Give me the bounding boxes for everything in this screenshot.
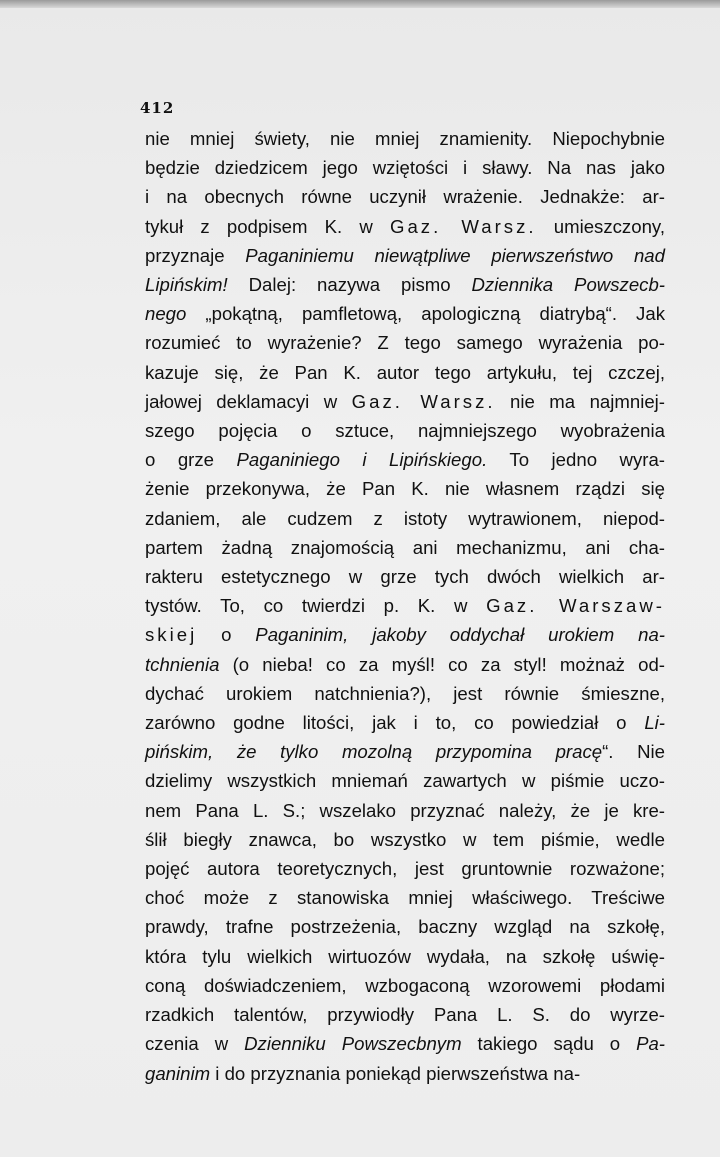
text-segment: dzielimy wszystkich mniemań zawartych w piśmie uczo-	[145, 770, 665, 792]
text-segment: jałowej deklamacyi w	[145, 390, 352, 412]
text-segment: która tylu wielkich wirtuozów wydała, na szkołę uświę-	[145, 945, 665, 967]
text-line	[145, 591, 665, 620]
text-segment: nie ma najmniej-	[495, 390, 666, 412]
text-line	[145, 1000, 665, 1029]
text-line	[145, 533, 665, 562]
text-segment: zarówno godne litości, jak i to, co powiedział o	[145, 712, 645, 734]
text-segment: rozumieć to wyrażenie? Z tego samego wyrażenia po-	[145, 332, 665, 354]
text-segment: tykuł z podpisem K. w	[145, 215, 390, 237]
text-line	[145, 358, 665, 387]
text-line	[145, 124, 665, 153]
text-segment: czenia w	[145, 1033, 245, 1055]
italic-text: Li-	[644, 712, 665, 734]
text-segment: “. Nie	[602, 741, 665, 763]
italic-text: pińskim, że tylko mozolną przypomina pracę	[145, 741, 603, 763]
italic-text: nego	[145, 303, 187, 325]
text-segment: umieszczony,	[536, 215, 665, 237]
text-segment: nem Pana L. S.; wszelako przyznać należy, że je kre-	[145, 799, 665, 821]
text-segment: rzadkich talentów, przywiodły Pana L. S. do wyrze-	[145, 1004, 665, 1026]
text-line	[145, 766, 665, 795]
text-segment: (o nieba! co za myśl! co za styl! możnaż od-	[219, 653, 665, 675]
italic-text: Paganiniemu niewątpliwe pierwszeństwo nad	[245, 244, 665, 266]
text-line	[145, 182, 665, 211]
text-line	[145, 1029, 665, 1058]
text-segment: partem żadną znajomością ani mechanizmu, ani cha-	[145, 536, 665, 558]
text-segment: tystów. To, co twierdzi p. K. w	[145, 595, 487, 617]
text-line	[145, 1059, 665, 1088]
text-segment: pojęć autora teoretycznych, jest gruntownie rozważone;	[145, 858, 665, 880]
text-segment: szego pojęcia o sztuce, najmniejszego wyobrażenia	[145, 420, 665, 442]
text-line	[145, 241, 665, 270]
spaced-text: Gaz. Warszaw-	[486, 595, 665, 617]
spaced-text: Gaz. Warsz.	[351, 390, 496, 412]
text-line	[145, 212, 665, 241]
text-segment: dychać urokiem natchnienia?), jest równie śmieszne,	[145, 682, 665, 704]
italic-text: Dzienniku Powszecbnym	[244, 1033, 462, 1055]
italic-text: tchnienia	[145, 653, 220, 675]
italic-text: Pa-	[636, 1033, 665, 1055]
text-line	[145, 942, 665, 971]
italic-text: ganinim	[145, 1062, 211, 1084]
italic-text: Paganinim, jakoby oddychał urokiem na-	[255, 624, 665, 646]
text-line	[145, 299, 665, 328]
body-text	[145, 124, 665, 1088]
text-line	[145, 562, 665, 591]
page-number: 412	[140, 99, 175, 117]
text-segment: kazuje się, że Pan K. autor tego artykułu, tej czczej,	[145, 361, 665, 383]
text-segment: „pokątną, pamfletową, apologiczną diatrybą“. Jak	[186, 303, 665, 325]
italic-text: Dziennika Powszecb-	[471, 274, 665, 296]
text-segment: o grze	[145, 449, 237, 471]
text-segment: o	[197, 624, 256, 646]
spaced-text: skiej	[145, 624, 198, 646]
text-line	[145, 445, 665, 474]
text-segment: choć może z stanowiska mniej właściwego. Treściwe	[145, 887, 665, 909]
text-line	[145, 387, 665, 416]
text-segment: zdaniem, ale cudzem z istoty wytrawionem, niepod-	[145, 507, 665, 529]
text-line	[145, 504, 665, 533]
text-line	[145, 971, 665, 1000]
text-line	[145, 825, 665, 854]
text-line	[145, 796, 665, 825]
text-segment: takiego sądu o	[461, 1033, 637, 1055]
text-segment: coną doświadczeniem, wzbogaconą wzorowemi płodami	[145, 974, 665, 996]
text-segment: przyznaje	[145, 244, 246, 266]
text-line	[145, 620, 665, 649]
text-line	[145, 153, 665, 182]
text-line	[145, 328, 665, 357]
text-segment: prawdy, trafne postrzeżenia, baczny wzgląd na szkołę,	[145, 916, 665, 938]
text-line	[145, 854, 665, 883]
text-segment: Dalej: nazywa pismo	[227, 274, 472, 296]
text-line	[145, 708, 665, 737]
spaced-text: Gaz. Warsz.	[389, 215, 537, 237]
text-segment: i na obecnych równe uczynił wrażenie. Jednakże: ar-	[145, 186, 665, 208]
text-segment: rakteru estetycznego w grze tych dwóch wielkich ar-	[145, 566, 665, 588]
text-line	[145, 416, 665, 445]
text-segment: i do przyznania poniekąd pierwszeństwa na-	[210, 1062, 581, 1084]
text-segment: To jedno wyra-	[487, 449, 665, 471]
text-line	[145, 912, 665, 941]
text-line	[145, 650, 665, 679]
italic-text: Lipińskim!	[145, 274, 228, 296]
text-segment: będzie dziedzicem jego wziętości i sławy. Na nas jako	[145, 157, 665, 179]
page-top-edge	[0, 0, 720, 8]
text-line	[145, 474, 665, 503]
text-line	[145, 679, 665, 708]
text-segment: żenie przekonywa, że Pan K. nie własnem rządzi się	[145, 478, 665, 500]
text-segment: ślił biegły znawca, bo wszystko w tem piśmie, wedle	[145, 828, 665, 850]
text-line	[145, 270, 665, 299]
text-line	[145, 737, 665, 766]
text-line	[145, 883, 665, 912]
text-segment: nie mniej świety, nie mniej znamienity. Niepochybnie	[145, 128, 665, 149]
italic-text: Paganiniego i Lipińskiego.	[236, 449, 488, 471]
